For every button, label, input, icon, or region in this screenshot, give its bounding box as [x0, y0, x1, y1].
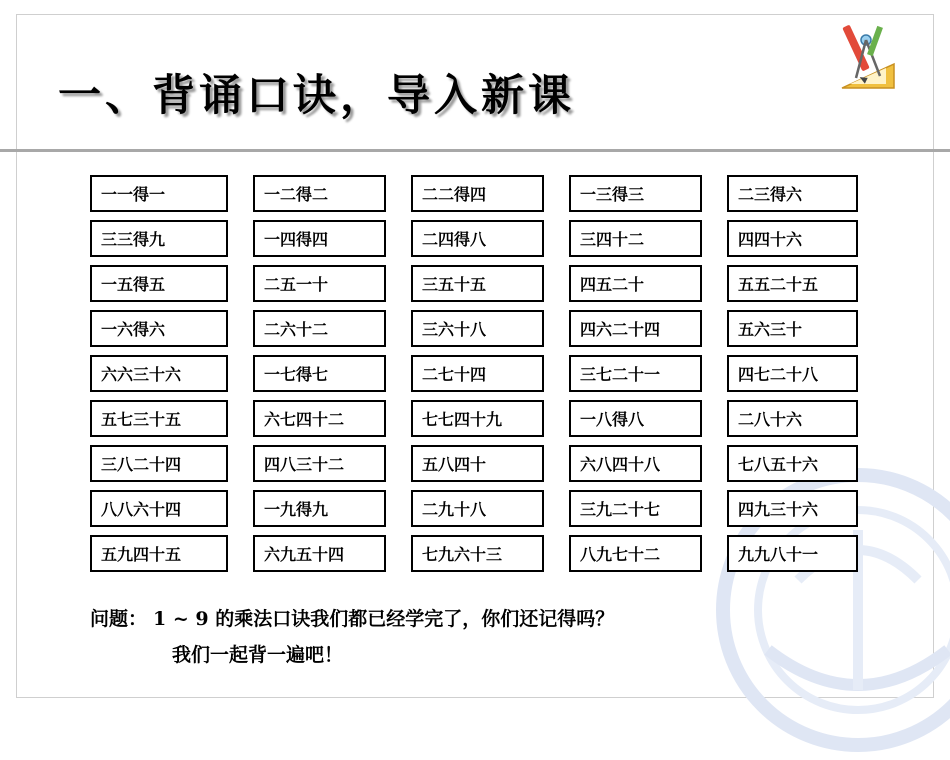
table-cell: 三四十二 — [569, 220, 702, 257]
table-cell: 九九八十一 — [727, 535, 858, 572]
table-cell: 三六十八 — [411, 310, 544, 347]
table-cell: 五九四十五 — [90, 535, 228, 572]
table-cell: 三三得九 — [90, 220, 228, 257]
table-cell: 一五得五 — [90, 265, 228, 302]
question-line-2: 我们一起背一遍吧！ — [172, 644, 344, 666]
question-label: 问题： — [90, 608, 148, 630]
table-cell: 五七三十五 — [90, 400, 228, 437]
table-cell: 二四得八 — [411, 220, 544, 257]
question-line-1 — [90, 604, 614, 631]
table-cell: 一四得四 — [253, 220, 386, 257]
table-cell: 一二得二 — [253, 175, 386, 212]
table-cell: 七七四十九 — [411, 400, 544, 437]
table-cell: 一七得七 — [253, 355, 386, 392]
table-cell: 一一得一 — [90, 175, 228, 212]
table-cell: 二六十二 — [253, 310, 386, 347]
table-cell: 三七二十一 — [569, 355, 702, 392]
school-supplies-logo-icon — [832, 18, 902, 96]
table-cell: 七八五十六 — [727, 445, 858, 482]
table-cell: 二九十八 — [411, 490, 544, 527]
table-cell: 三五十五 — [411, 265, 544, 302]
table-cell: 六八四十八 — [569, 445, 702, 482]
table-cell: 四九三十六 — [727, 490, 858, 527]
table-cell: 八九七十二 — [569, 535, 702, 572]
multiplication-table — [90, 175, 858, 572]
table-cell: 八八六十四 — [90, 490, 228, 527]
table-cell: 五六三十 — [727, 310, 858, 347]
table-cell: 六七四十二 — [253, 400, 386, 437]
table-cell: 二三得六 — [727, 175, 858, 212]
table-cell: 四六二十四 — [569, 310, 702, 347]
table-cell: 四四十六 — [727, 220, 858, 257]
table-cell: 二七十四 — [411, 355, 544, 392]
table-cell: 六九五十四 — [253, 535, 386, 572]
table-cell: 一三得三 — [569, 175, 702, 212]
page-title: 一、背诵口诀，导入新课 — [58, 71, 575, 121]
table-cell: 四七二十八 — [727, 355, 858, 392]
table-cell: 七九六十三 — [411, 535, 544, 572]
table-cell: 五八四十 — [411, 445, 544, 482]
table-cell: 二五一十 — [253, 265, 386, 302]
table-cell: 六六三十六 — [90, 355, 228, 392]
table-cell: 三八二十四 — [90, 445, 228, 482]
table-cell: 四八三十二 — [253, 445, 386, 482]
title-divider — [0, 149, 950, 152]
table-cell: 三九二十七 — [569, 490, 702, 527]
table-cell: 二二得四 — [411, 175, 544, 212]
table-cell: 二八十六 — [727, 400, 858, 437]
table-cell: 四五二十 — [569, 265, 702, 302]
table-cell: 一八得八 — [569, 400, 702, 437]
table-cell: 五五二十五 — [727, 265, 858, 302]
question-text: 1 ~ 9 的乘法口诀我们都已经学完了，你们还记得吗？ — [153, 608, 615, 630]
table-cell: 一九得九 — [253, 490, 386, 527]
table-cell: 一六得六 — [90, 310, 228, 347]
